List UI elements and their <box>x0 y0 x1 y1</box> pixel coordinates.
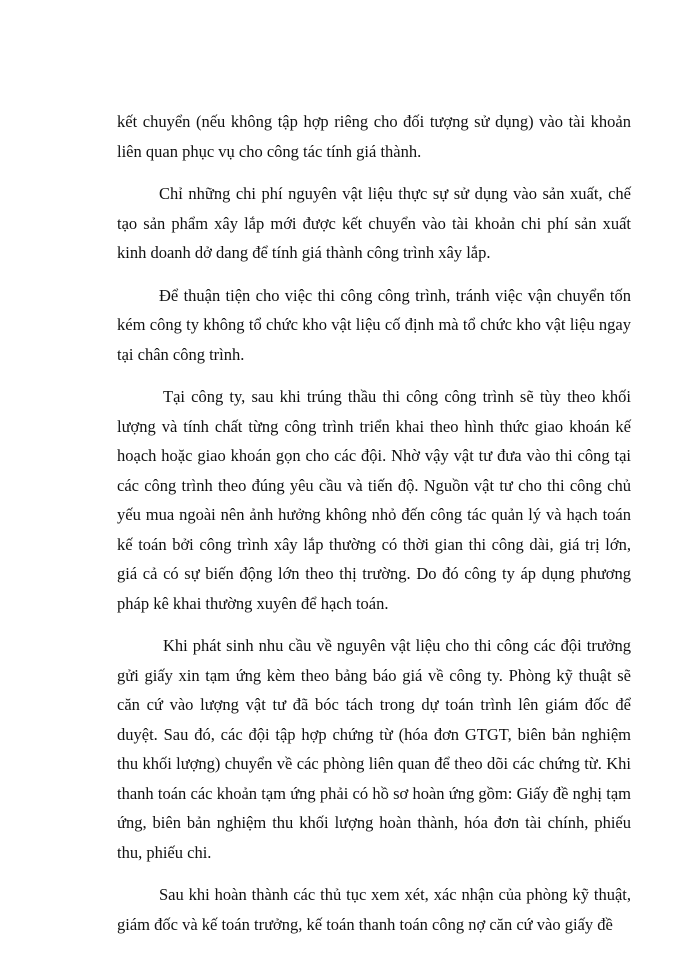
paragraph-6: Sau khi hoàn thành các thủ tục xem xét, xác nhận của phòng kỹ thuật, giám đốc và kế toán trưởng, kế toán thanh toán công nợ căn cứ vào giấy đề <box>117 885 631 934</box>
paragraph-1: kết chuyển (nếu không tập hợp riêng cho đối tượng sử dụng) vào tài khoản liên quan phục vụ cho công tác tính giá thành. <box>117 112 631 161</box>
paragraph-4: Tại công ty, sau khi trúng thầu thi công công trình sẽ tùy theo khối lượng và tính chất từng công trình triển khai theo hình thức giao khoán kế hoạch hoặc giao khoán gọn cho các đội. Nhờ vậy vật tư đưa vào thi công tại các công trình theo đúng yêu cầu và tiến độ. Nguồn vật tư cho thi công chủ yếu mua ngoài nên ảnh hưởng không nhỏ đến công tác quản lý và hạch toán kế toán bởi công trình xây lắp thường có thời gian thi công dài, giá trị lớn, giá cả có sự biến động lớn theo thị trường. Do đó công ty áp dụng phương pháp kê khai thường xuyên để hạch toán. <box>117 387 631 613</box>
paragraph-5: Khi phát sinh nhu cầu về nguyên vật liệu cho thi công các đội trưởng gửi giấy xin tạm ứng kèm theo bảng báo giá về công ty. Phòng kỹ thuật sẽ căn cứ vào lượng vật tư đã bóc tách trong dự toán trình lên giám đốc để duyệt. Sau đó, các đội tập hợp chứng từ (hóa đơn GTGT, biên bản nghiệm thu khối lượng) chuyển về các phòng liên quan để theo dõi các chứng từ. Khi thanh toán các khoản tạm ứng phải có hồ sơ hoàn ứng gồm: Giấy đề nghị tạm ứng, biên bản nghiệm thu khối lượng hoàn thành, hóa đơn tài chính, phiếu thu, phiếu chi. <box>117 636 631 862</box>
paragraph-3: Để thuận tiện cho việc thi công công trình, tránh việc vận chuyển tốn kém công ty không tổ chức kho vật liệu cố định mà tổ chức kho vật liệu ngay tại chân công trình. <box>117 285 631 364</box>
paragraph-2: Chỉ những chi phí nguyên vật liệu thực sự sử dụng vào sản xuất, chế tạo sản phẩm xây lắp mới được kết chuyển vào tài khoản chi phí sản xuất kinh doanh dở dang để tính giá thành công trình xây lắp. <box>117 184 631 262</box>
body-text <box>117 107 631 952</box>
